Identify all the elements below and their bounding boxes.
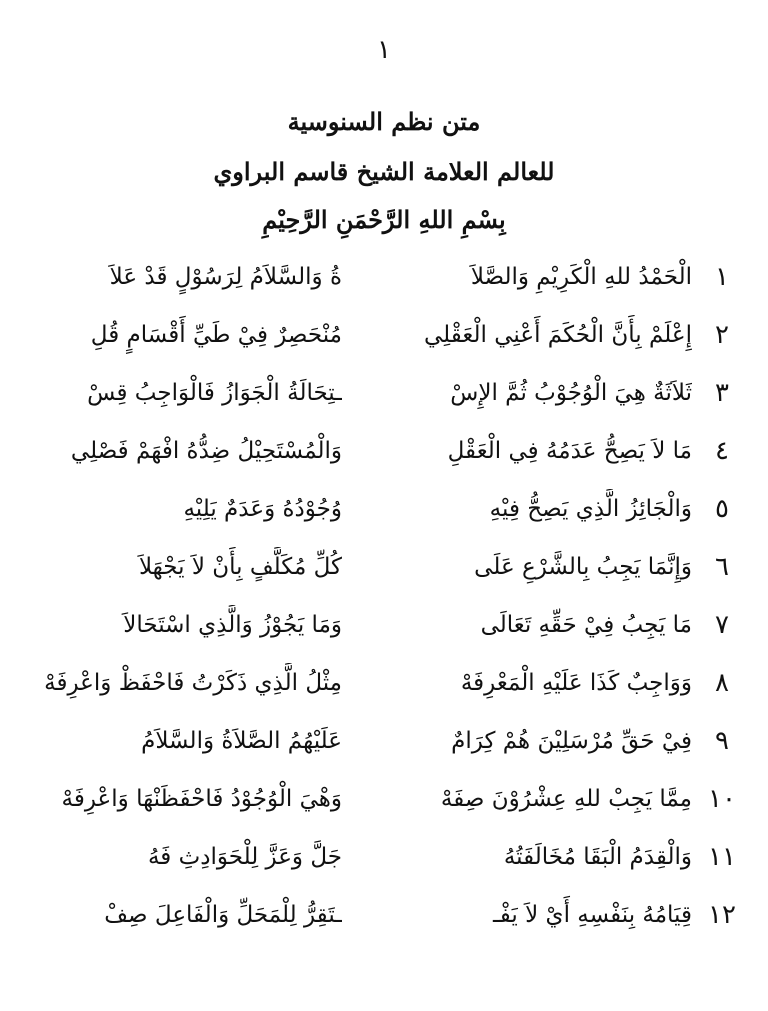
verse-number: ٤	[715, 436, 729, 466]
verse	[0, 306, 768, 364]
second-hemistich: مُنْحَصِرٌ فِيْ طَيِّ أَقْسَامٍ قُلِ	[90, 322, 342, 348]
first-hemistich: مَا لاَ يَصِحُّ عَدَمُهُ فِي الْعَقْلِ	[447, 438, 692, 464]
verse	[0, 770, 768, 828]
first-hemistich: وَإِنَّمَا يَجِبُ بِالشَّرْعِ عَلَى	[474, 554, 692, 580]
verse	[0, 480, 768, 538]
first-hemistich: مِمَّا يَجِبْ للهِ عِشْرُوْنَ صِفَهْ	[440, 786, 692, 812]
second-hemistich: كُلِّ مُكَلَّفٍ بِأَنْ لاَ يَجْهَلاَ	[138, 554, 342, 580]
verse	[0, 248, 768, 306]
verse-number: ١	[715, 262, 729, 292]
first-hemistich: قِيَامُهُ بِنَفْسِهِ أَيْ لاَ يَفْـ	[493, 902, 692, 928]
second-hemistich: ـتِحَالَةُ الْجَوَازُ فَالْوَاجِبُ قِسْ	[87, 380, 342, 406]
second-hemistich: عَلَيْهُمُ الصَّلاَةُ وَالسَّلاَمُ	[141, 728, 342, 754]
verse-number: ٨	[715, 668, 729, 698]
second-hemistich: وَمَا يَجُوْزُ وَالَّذِي اسْتَحَالاَ	[123, 612, 342, 638]
first-hemistich: وَوَاجِبٌ كَذَا عَلَيْهِ الْمَعْرِفَهْ	[460, 670, 692, 696]
first-hemistich: فِيْ حَقِّ مُرْسَلِيْنَ هُمْ كِرَامٌ	[451, 728, 692, 754]
verse-number: ٢	[715, 320, 729, 350]
verse-number: ٣	[715, 378, 729, 408]
first-hemistich: وَالْقِدَمُ الْبَقَا مُخَالَفَتُهُ	[503, 844, 692, 870]
verse	[0, 364, 768, 422]
verse	[0, 596, 768, 654]
verse	[0, 538, 768, 596]
second-hemistich: وَالْمُسْتَحِيْلُ ضِدُّهُ افْهَمْ فَصْلِي	[70, 438, 342, 464]
verse-number: ١١	[708, 842, 736, 872]
second-hemistich: ةُ وَالسَّلاَمُ لِرَسُوْلٍ قَدْ عَلاَ	[109, 264, 342, 290]
second-hemistich: وَهْيَ الْوُجُوْدُ فَاحْفَظَنْهَا وَاعْرِفَهْ	[61, 786, 342, 812]
verse-number: ١٢	[708, 900, 736, 930]
first-hemistich: مَا يَجِبُ فِيْ حَقِّهِ تَعَالَى	[480, 612, 692, 638]
author-line: للعالم العلامة الشيخ قاسم البراوي	[213, 157, 555, 186]
second-hemistich: مِثْلُ الَّذِي ذَكَرْتُ فَاحْفَظْ وَاعْرِفَهْ	[44, 670, 342, 696]
first-hemistich: ثَلاَثَةٌ هِيَ الْوُجُوْبُ ثُمَّ الإِسْ	[450, 380, 692, 406]
verse	[0, 422, 768, 480]
verse-number: ٦	[715, 552, 729, 582]
verse-number: ٧	[715, 610, 729, 640]
verse	[0, 654, 768, 712]
verse-number: ٥	[715, 494, 729, 524]
first-hemistich: وَالْجَائِزُ الَّذِي يَصِحُّ فِيْهِ	[489, 496, 692, 522]
first-hemistich: إِعْلَمْ بِأَنَّ الْحُكَمَ أَعْنِي الْعَقْلِي	[424, 322, 692, 348]
basmala: بِسْمِ اللهِ الرَّحْمَنِ الرَّحِيْمِ	[262, 205, 506, 234]
second-hemistich: جَلَّ وَعَزَّ لِلْحَوَادِثِ فَهُ	[147, 844, 342, 870]
page-number: ١	[377, 35, 391, 65]
second-hemistich: ـتَقِرُّ لِلْمَحَلِّ وَالْفَاعِلَ صِفْ	[104, 902, 342, 928]
document-title: متن نظم السنوسية	[287, 107, 481, 136]
verse	[0, 828, 768, 886]
verse-number: ٩	[715, 726, 729, 756]
verse	[0, 886, 768, 944]
verse	[0, 712, 768, 770]
verse-number: ١٠	[708, 784, 736, 814]
first-hemistich: الْحَمْدُ للهِ الْكَرِيْمِ وَالصَّلاَ	[470, 264, 692, 290]
second-hemistich: وُجُوْدُهُ وَعَدَمٌ يَلِيْهِ	[183, 496, 342, 522]
